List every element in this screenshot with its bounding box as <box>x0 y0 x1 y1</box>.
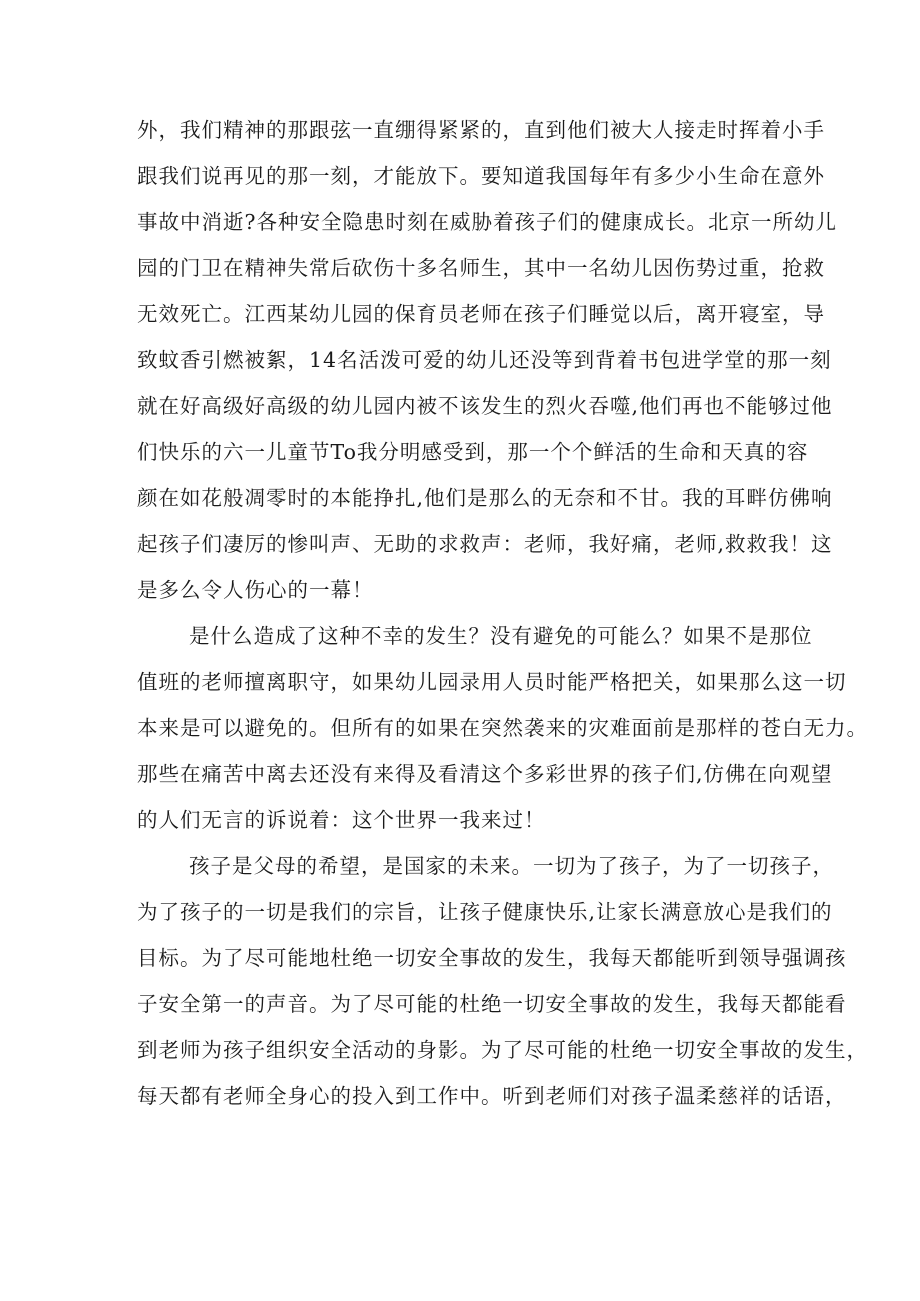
text-line: 颜在如花般凋零时的本能挣扎,他们是那么的无奈和不甘。我的耳畔仿佛响 <box>137 486 833 510</box>
paragraph-1 <box>137 107 837 613</box>
text-line: 无效死亡。江西某幼儿园的保育员老师在孩子们睡觉以后，离开寝室，导 <box>137 302 825 326</box>
text-line: 孩子是父母的希望，是国家的未来。一切为了孩子，为了一切孩子， <box>189 854 834 878</box>
document-body <box>137 107 868 1119</box>
text-line: 的人们无言的诉说着：这个世界一我来过！ <box>137 808 546 832</box>
text-line: 每天都有老师全身心的投入到工作中。听到老师们对孩子温柔慈祥的话语， <box>137 1084 847 1108</box>
text-line: 是多么令人伤心的一幕！ <box>137 578 374 602</box>
text-line: 致蚊香引燃被絮，14名活泼可爱的幼儿还没等到背着书包进学堂的那一刻 <box>137 348 832 372</box>
text-line: 就在好高级好高级的幼儿园内被不该发生的烈火吞噬,他们再也不能够过他 <box>137 394 833 418</box>
text-line: 本来是可以避免的。但所有的如果在突然袭来的灾难面前是那样的苍白无力。 <box>137 716 868 740</box>
text-line: 起孩子们凄厉的惨叫声、无助的求救声：老师，我好痛，老师,救救我！这 <box>137 532 833 556</box>
text-line: 那些在痛苦中离去还没有来得及看清这个多彩世界的孩子们,仿佛在向观望 <box>137 762 833 786</box>
text-line: 园的门卫在精神失常后砍伤十多名师生，其中一名幼儿因伤势过重，抢救 <box>137 256 825 280</box>
text-line: 外，我们精神的那跟弦一直绷得紧紧的，直到他们被大人接走时挥着小手 <box>137 118 825 142</box>
text-line: 跟我们说再见的那一刻，才能放下。要知道我国每年有多少小生命在意外 <box>137 164 825 188</box>
paragraph-2 <box>137 613 868 843</box>
text-line: 子安全第一的声音。为了尽可能的杜绝一切安全事故的发生，我每天都能看 <box>137 992 847 1016</box>
text-line: 事故中消逝?各种安全隐患时刻在威胁着孩子们的健康成长。北京一所幼儿 <box>137 210 837 234</box>
text-line: 目标。为了尽可能地杜绝一切安全事故的发生，我每天都能听到领导强调孩 <box>137 946 847 970</box>
text-line: 到老师为孩子组织安全活动的身影。为了尽可能的杜绝一切安全事故的发生， <box>137 1038 868 1062</box>
text-line: 是什么造成了这种不幸的发生？没有避免的可能么？如果不是那位 <box>189 624 813 648</box>
text-line: 们快乐的六一儿童节To我分明感受到，那一个个鲜活的生命和天真的容 <box>137 440 809 464</box>
paragraph-3 <box>137 843 868 1119</box>
text-line: 为了孩子的一切是我们的宗旨，让孩子健康快乐,让家长满意放心是我们的 <box>137 900 833 924</box>
text-line: 值班的老师擅离职守，如果幼儿园录用人员时能严格把关，如果那么这一切 <box>137 670 847 694</box>
